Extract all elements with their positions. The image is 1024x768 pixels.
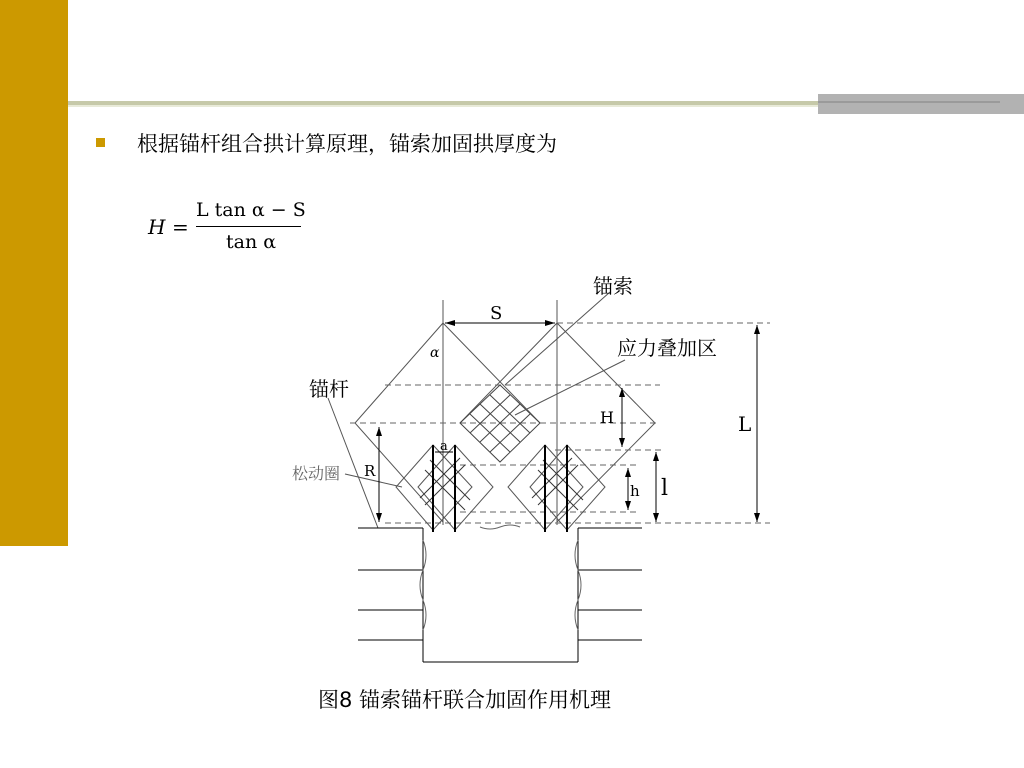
label-s: S	[490, 303, 503, 324]
formula-denominator: tan α	[226, 231, 277, 253]
figure-caption: 图8 锚索锚杆联合加固作用机理	[318, 688, 612, 712]
bullet-marker-icon	[96, 138, 105, 147]
bullet-text: 根据锚杆组合拱计算原理，锚索加固拱厚度为	[137, 132, 557, 156]
stress-zone-leader	[515, 360, 625, 415]
header-gray-block	[818, 94, 1024, 114]
label-r: R	[364, 462, 376, 480]
label-l-upper: L	[738, 412, 752, 436]
formula-equals: =	[172, 215, 189, 239]
header-rule-light	[68, 105, 818, 107]
anchor-mechanism-diagram	[280, 270, 780, 670]
label-a: a	[440, 439, 448, 454]
formula-lhs: H	[148, 215, 166, 239]
formula	[148, 195, 318, 265]
label-h-lower: h	[630, 482, 640, 500]
label-alpha: α	[430, 345, 440, 361]
label-l-lower: l	[661, 476, 669, 501]
cable-right-diamond-left	[460, 323, 557, 423]
sidebar-accent-bar	[0, 0, 68, 546]
label-anchor-bolt: 锚杆	[309, 377, 349, 401]
label-anchor-cable: 锚索	[593, 274, 633, 298]
formula-fraction-bar	[196, 226, 301, 227]
header-gray-line	[818, 101, 1000, 103]
label-loose-zone: 松动圈	[292, 464, 341, 483]
cable-left-diamond-right	[443, 323, 540, 423]
label-h-upper: H	[600, 408, 614, 427]
formula-numerator: L tan α − S	[196, 199, 306, 221]
label-stress-zone: 应力叠加区	[617, 336, 717, 360]
